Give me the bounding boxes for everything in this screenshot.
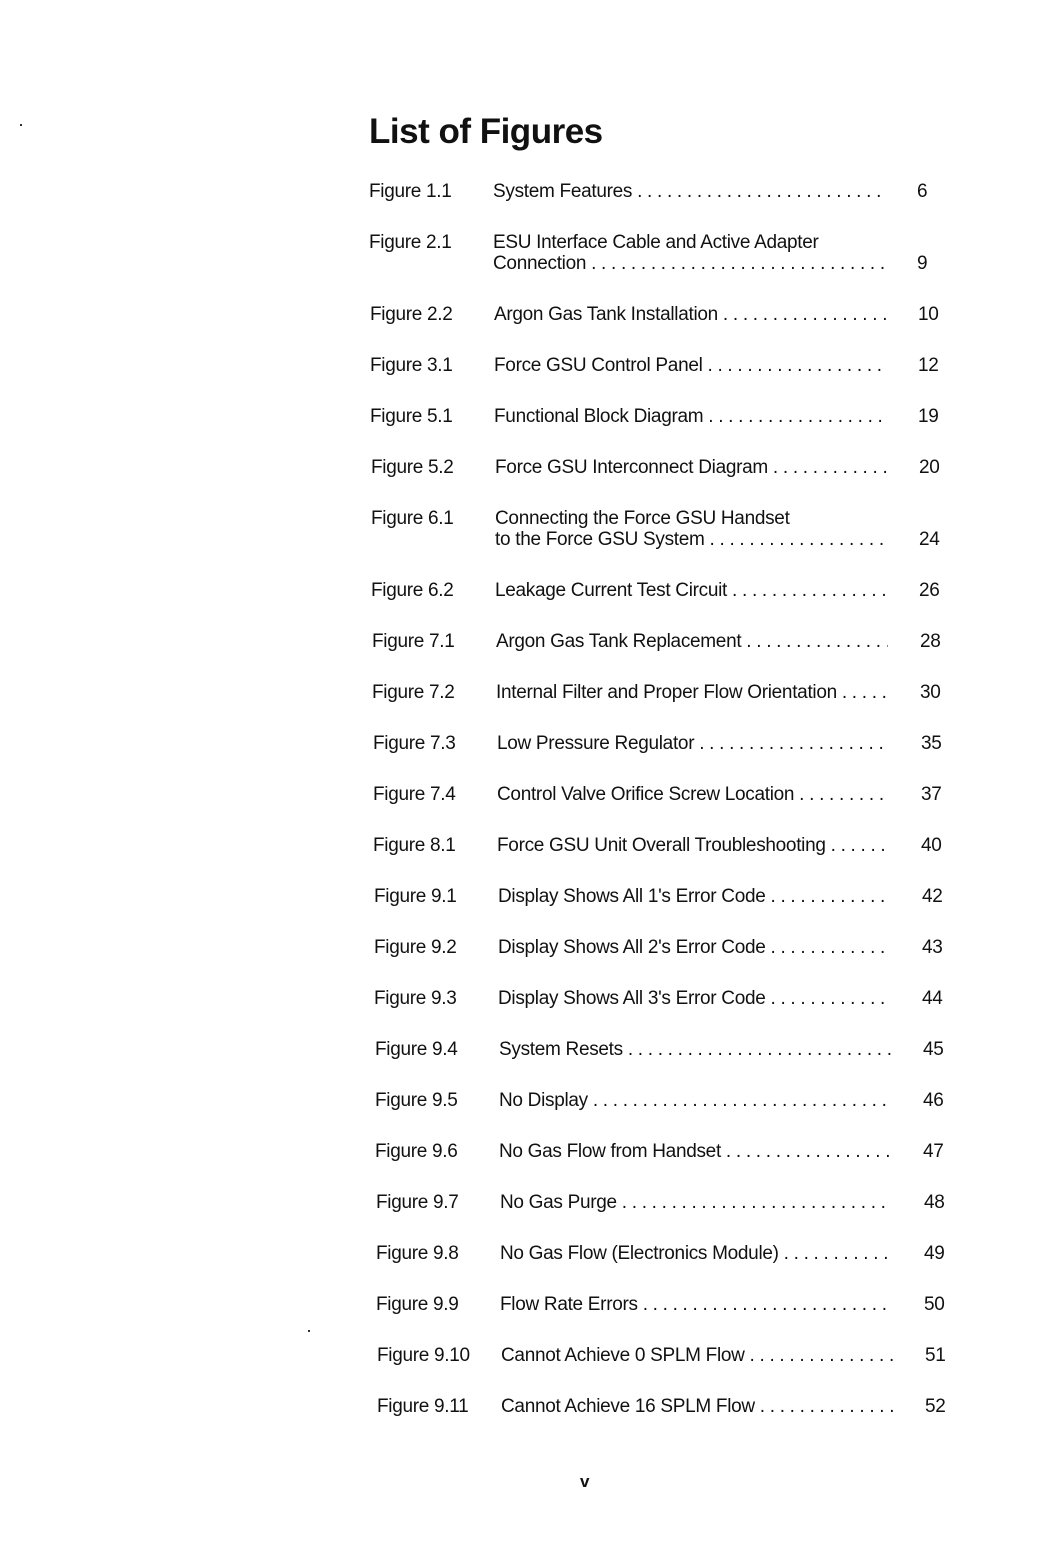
figure-label: Figure 9.7 <box>376 1192 459 1213</box>
figure-page-number: 42 <box>922 886 943 907</box>
page-number: v <box>580 1472 590 1491</box>
figure-page-number: 52 <box>925 1396 946 1417</box>
figure-title <box>500 1243 892 1264</box>
figure-page-number: 24 <box>919 529 940 550</box>
figure-title-line: No Gas Purge . . . <box>500 1192 892 1213</box>
figure-label: Figure 7.1 <box>372 631 455 652</box>
figure-title-line: Low Pressure Regulator . . . <box>497 733 889 754</box>
figure-page-number: 30 <box>920 682 941 703</box>
figure-title-line: Flow Rate Errors . . . <box>500 1294 892 1315</box>
figure-title <box>495 508 887 550</box>
figure-title-line: Cannot Achieve 0 SPLM Flow . . . <box>501 1345 893 1366</box>
figure-label: Figure 3.1 <box>370 355 453 376</box>
figure-title <box>493 181 885 202</box>
figure-title <box>499 1039 891 1060</box>
figure-page-number: 51 <box>925 1345 946 1366</box>
figure-label: Figure 2.2 <box>370 304 453 325</box>
figure-title <box>499 1090 891 1111</box>
figure-title-line: System Resets . . . <box>499 1039 891 1060</box>
figure-title-line: Display Shows All 3's Error Code . . . <box>498 988 890 1009</box>
figure-page-number: 40 <box>921 835 942 856</box>
figure-page-number: 49 <box>924 1243 945 1264</box>
figure-page-number: 26 <box>919 580 940 601</box>
figure-label: Figure 6.1 <box>371 508 454 529</box>
figure-label: Figure 7.3 <box>373 733 456 754</box>
figure-title-line: to the Force GSU System . . . <box>495 529 887 550</box>
figure-page-number: 46 <box>923 1090 944 1111</box>
figure-title-line: Display Shows All 1's Error Code . . . <box>498 886 890 907</box>
figure-title <box>498 937 890 958</box>
figure-label: Figure 9.5 <box>375 1090 458 1111</box>
figure-title-line: Functional Block Diagram . . . <box>494 406 886 427</box>
figure-title <box>495 457 887 478</box>
figure-title <box>496 682 888 703</box>
figure-title-line: Connection . . . <box>493 253 885 274</box>
figure-label: Figure 7.4 <box>373 784 456 805</box>
figure-page-number: 37 <box>921 784 942 805</box>
figure-page-number: 43 <box>922 937 943 958</box>
figure-title-line: Force GSU Control Panel . . . <box>494 355 886 376</box>
page-title: List of Figures <box>369 112 603 151</box>
figure-page-number: 12 <box>918 355 939 376</box>
figure-label: Figure 9.11 <box>377 1396 469 1417</box>
figure-label: Figure 5.1 <box>370 406 453 427</box>
figure-title <box>498 988 890 1009</box>
figure-label: Figure 2.1 <box>369 232 452 253</box>
figure-label: Figure 6.2 <box>371 580 454 601</box>
figure-title <box>498 886 890 907</box>
figure-title-line: Connecting the Force GSU Handset <box>495 508 790 529</box>
figure-title-line: ESU Interface Cable and Active Adapter <box>493 232 819 253</box>
figure-title-line: Display Shows All 2's Error Code . . . <box>498 937 890 958</box>
figure-label: Figure 9.4 <box>375 1039 458 1060</box>
figure-page-number: 35 <box>921 733 942 754</box>
figure-title-line: Internal Filter and Proper Flow Orientation . . . <box>496 682 888 703</box>
scan-speck <box>308 1330 310 1332</box>
figure-page-number: 44 <box>922 988 943 1009</box>
figure-label: Figure 5.2 <box>371 457 454 478</box>
figure-label: Figure 9.6 <box>375 1141 458 1162</box>
figure-title-line: Force GSU Unit Overall Troubleshooting . . . <box>497 835 889 856</box>
figure-title-line: Leakage Current Test Circuit . . . <box>495 580 887 601</box>
figure-label: Figure 9.10 <box>377 1345 470 1366</box>
figure-page-number: 20 <box>919 457 940 478</box>
figure-page-number: 28 <box>920 631 941 652</box>
figure-title-line: System Features . . . <box>493 181 885 202</box>
figure-title <box>496 631 888 652</box>
scan-speck <box>20 124 22 126</box>
figure-label: Figure 9.2 <box>374 937 457 958</box>
figure-label: Figure 7.2 <box>372 682 455 703</box>
figure-title <box>495 580 887 601</box>
figure-title-line: Argon Gas Tank Installation . . . <box>494 304 886 325</box>
figure-title <box>494 355 886 376</box>
figure-title-line: Control Valve Orifice Screw Location . . . <box>497 784 889 805</box>
figure-label: Figure 9.8 <box>376 1243 459 1264</box>
figure-page-number: 9 <box>917 253 928 274</box>
figure-page-number: 6 <box>917 181 928 202</box>
figure-title-line: Cannot Achieve 16 SPLM Flow . . . <box>501 1396 893 1417</box>
figure-title <box>497 835 889 856</box>
figure-title-line: No Gas Flow (Electronics Module) . . . <box>500 1243 892 1264</box>
figure-title <box>501 1396 893 1417</box>
figure-label: Figure 9.9 <box>376 1294 459 1315</box>
figure-title <box>500 1192 892 1213</box>
figure-title <box>499 1141 891 1162</box>
figure-title-line: Argon Gas Tank Replacement . . . <box>496 631 888 652</box>
figure-label: Figure 9.3 <box>374 988 457 1009</box>
figure-page-number: 47 <box>923 1141 944 1162</box>
figure-title <box>494 406 886 427</box>
figure-page-number: 19 <box>918 406 939 427</box>
figure-title-line: No Display . . . <box>499 1090 891 1111</box>
figure-title-line: No Gas Flow from Handset . . . <box>499 1141 891 1162</box>
figure-title <box>494 304 886 325</box>
figure-page-number: 10 <box>918 304 939 325</box>
figure-title <box>501 1345 893 1366</box>
figure-title-line: Force GSU Interconnect Diagram . . . <box>495 457 887 478</box>
figure-label: Figure 9.1 <box>374 886 457 907</box>
figure-page-number: 50 <box>924 1294 945 1315</box>
figure-title <box>497 784 889 805</box>
figure-page-number: 45 <box>923 1039 944 1060</box>
figure-label: Figure 1.1 <box>369 181 452 202</box>
figure-label: Figure 8.1 <box>373 835 456 856</box>
figure-title <box>493 232 885 274</box>
figure-title <box>497 733 889 754</box>
figure-page-number: 48 <box>924 1192 945 1213</box>
figure-title <box>500 1294 892 1315</box>
